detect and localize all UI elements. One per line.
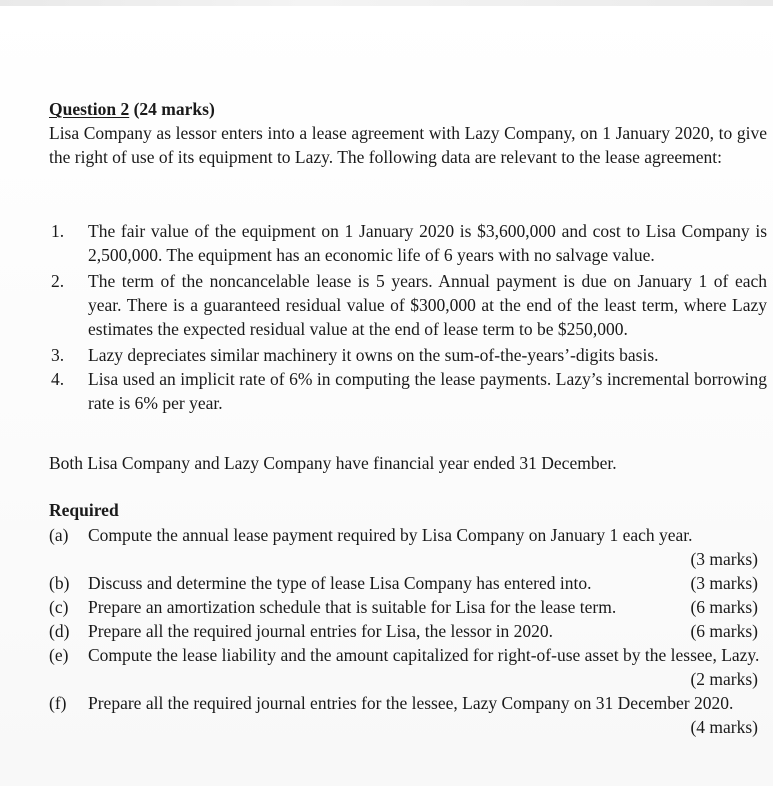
- required-item-text: Compute the lease liability and the amount capitalized for right-of-use asset by the lessee, Lazy.: [88, 645, 760, 665]
- required-item-c: [49, 595, 767, 619]
- list-item-text: The term of the noncancelable lease is 5 years. Annual payment is due on January 1 of each year. There is a guaranteed residual value of $300,000 at the end of the least term, where Lazy estimates the expected residual value at the end of lease term to be $250,000.: [88, 271, 767, 339]
- required-item-text: Compute the annual lease payment required by Lisa Company on January 1 each year.: [88, 525, 693, 545]
- question-title: [49, 99, 215, 120]
- required-item-marks: (3 marks): [690, 573, 758, 593]
- required-item-e: [49, 643, 767, 691]
- list-item-number: 1.: [51, 221, 65, 241]
- required-item-label: (b): [49, 573, 70, 593]
- required-item-text: Prepare all the required journal entries for the lessee, Lazy Company on 31 December 2020.: [88, 693, 734, 713]
- required-item-text: Prepare all the required journal entries for Lisa, the lessor in 2020.: [88, 621, 554, 641]
- required-item-marks: (4 marks): [690, 717, 758, 737]
- question-number: Question 2: [49, 99, 130, 119]
- question-marks: (24 marks): [133, 99, 215, 119]
- required-item-d: [49, 619, 767, 643]
- required-item-text: Prepare an amortization schedule that is suitable for Lisa for the lease term.: [88, 597, 617, 617]
- required-item-marks: (6 marks): [690, 621, 758, 641]
- page-top-edge: [0, 0, 773, 6]
- required-item-text: Discuss and determine the type of lease Lisa Company has entered into.: [88, 573, 592, 593]
- list-item-text: The fair value of the equipment on 1 January 2020 is $3,600,000 and cost to Lisa Company is 2,500,000. The equipment has an economic life of 6 years with no salvage value.: [88, 221, 767, 265]
- required-heading: Required: [49, 500, 119, 520]
- list-item-number: 2.: [51, 271, 65, 291]
- list-item: [49, 219, 767, 267]
- required-item-label: (c): [49, 597, 69, 617]
- required-item-label: (e): [49, 645, 69, 665]
- required-item-label: (d): [49, 621, 70, 641]
- question-intro: Lisa Company as lessor enters into a lease agreement with Lazy Company, on 1 January 2020, to give the right of use of its equipment to Lazy. The following data are relevant to the lease agreement:: [49, 123, 767, 167]
- required-item-f: [49, 691, 767, 739]
- required-item-label: (a): [49, 525, 69, 545]
- year-end-note: Both Lisa Company and Lazy Company have financial year ended 31 December.: [49, 453, 617, 473]
- list-item: [49, 343, 767, 367]
- required-item-marks: (6 marks): [690, 597, 758, 617]
- list-item-text: Lisa used an implicit rate of 6% in computing the lease payments. Lazy’s incremental borrowing rate is 6% per year.: [88, 369, 767, 413]
- lease-data-list: [49, 219, 767, 415]
- required-item-marks: (2 marks): [690, 669, 758, 689]
- required-item-label: (f): [49, 693, 67, 713]
- list-item-number: 3.: [51, 345, 65, 365]
- list-item-number: 4.: [51, 369, 65, 389]
- list-item: [49, 367, 767, 415]
- required-item-a: [49, 523, 767, 571]
- required-item-marks: (3 marks): [690, 549, 758, 569]
- required-item-b: [49, 571, 767, 595]
- list-item-text: Lazy depreciates similar machinery it owns on the sum-of-the-years’-digits basis.: [88, 345, 659, 365]
- list-item: [49, 269, 767, 341]
